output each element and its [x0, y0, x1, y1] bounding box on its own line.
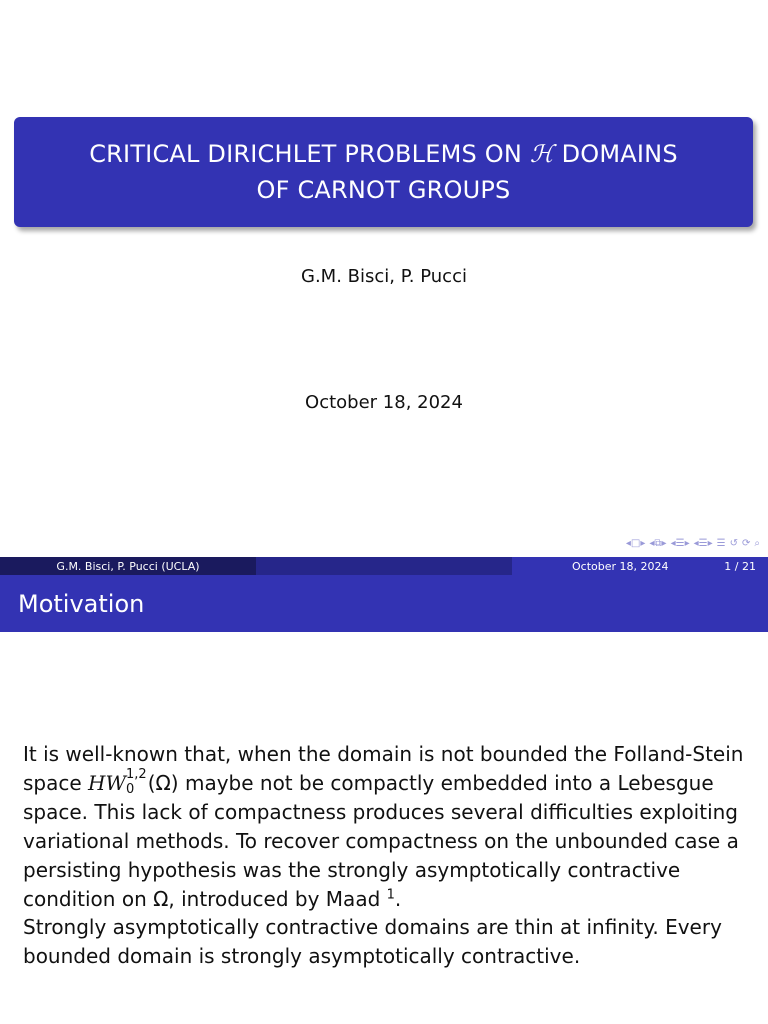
- space-subscript: 0: [126, 782, 135, 798]
- title-line-1-prefix: CRITICAL DIRICHLET PROBLEMS ON: [89, 140, 530, 168]
- space-superscript: 1,2: [126, 767, 147, 783]
- footer-middle: [256, 557, 512, 575]
- space-argument: (Ω): [147, 770, 179, 795]
- frame-title: Motivation: [18, 589, 145, 618]
- frame-header: [0, 575, 768, 632]
- motivation-text: [23, 740, 753, 971]
- title-line-2: OF CARNOT GROUPS: [256, 176, 511, 204]
- nav-forward-icon[interactable]: ⟳: [742, 538, 751, 549]
- space-name: HW: [88, 770, 127, 795]
- nav-first-icon[interactable]: ◂□▸: [625, 538, 646, 549]
- beamer-navigation: [626, 538, 760, 549]
- paragraph-1-start: It is well-known that, when the domain is not bounded the Folland-Stein space: [23, 742, 744, 795]
- nav-section-icon[interactable]: ◂☰▸: [670, 538, 690, 549]
- footer-authors-text: G.M. Bisci, P. Pucci (UCLA): [56, 559, 200, 573]
- title-block: [14, 117, 753, 227]
- authors: G.M. Bisci, P. Pucci: [301, 266, 467, 287]
- nav-frame-icon[interactable]: ◂⧉▸: [649, 538, 667, 549]
- paragraph-2: Strongly asymptotically contractive domains are thin at infinity. Every bounded domain is strongly asymptotically contractive.: [23, 915, 722, 969]
- slide-title: [89, 136, 678, 208]
- space-exponents: [126, 768, 147, 796]
- nav-subsection-icon[interactable]: ◂☰▸: [693, 538, 713, 549]
- paragraph-1-rest: maybe not be compactly embedded into a Lebesgue space. This lack of compactness produces several difficulties exploiting variational methods. To recover compactness on the unbounded case a persisting hypothesis was the strongly asymptotically contractive condition on Ω, introduced by Maad: [23, 770, 739, 911]
- footnote-mark[interactable]: 1: [386, 887, 395, 903]
- nav-back-icon[interactable]: ↺: [729, 538, 738, 549]
- nav-outline-icon[interactable]: ☰: [716, 538, 726, 549]
- paragraph-1-end: .: [394, 886, 402, 911]
- nav-search-icon[interactable]: ⌕: [754, 538, 760, 549]
- footer-date: October 18, 2024: [572, 559, 669, 573]
- title-line-1-suffix: DOMAINS: [553, 140, 678, 168]
- page-number: 1 / 21: [724, 559, 756, 573]
- footer-authors: [0, 557, 256, 575]
- title-script-h: ℋ: [529, 140, 554, 168]
- presentation-date: October 18, 2024: [305, 392, 463, 413]
- title-line-1: [89, 136, 678, 172]
- footer-bar: [0, 557, 768, 575]
- footer-right: [512, 557, 768, 575]
